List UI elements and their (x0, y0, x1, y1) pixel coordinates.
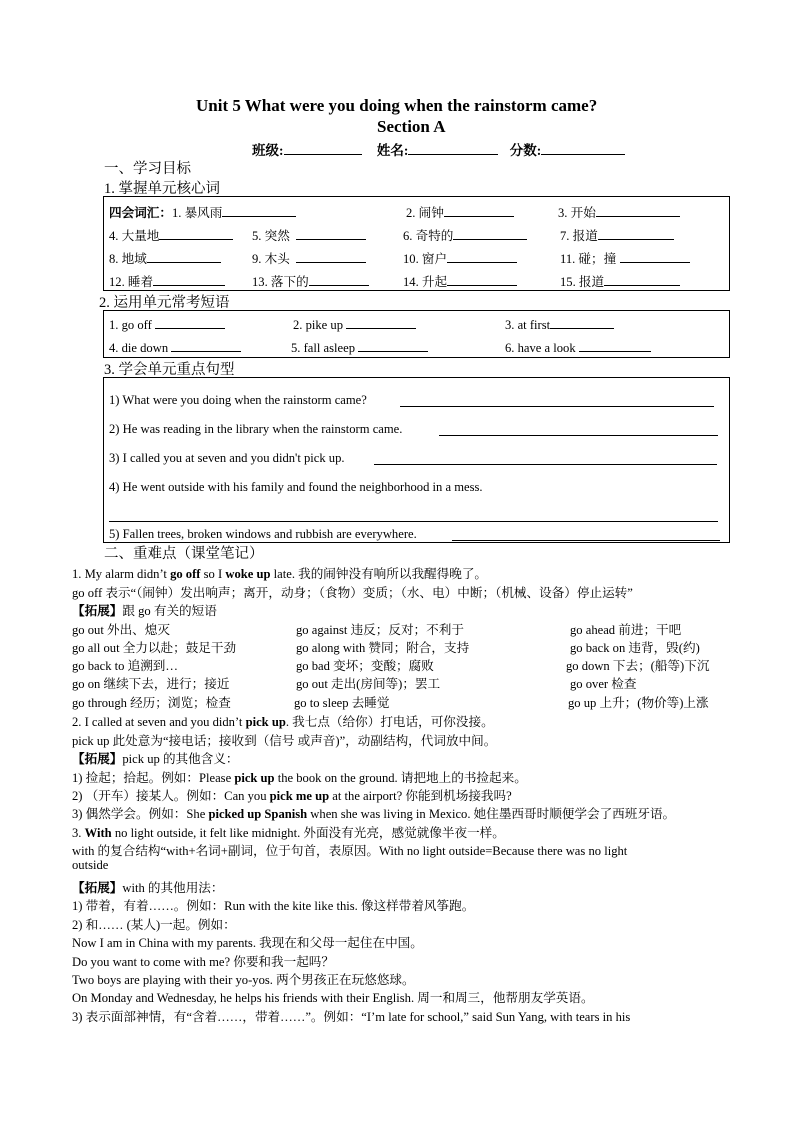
text: late. 我的闹钟没有响所以我醒得晚了。 (270, 567, 488, 581)
text: when she was living in Mexico. 她住墨西哥时顺便学会了西班牙语。 (307, 807, 676, 821)
vocab-text: 8. 地域 (109, 252, 147, 266)
phrase-item (291, 339, 428, 356)
with-example: Now I am in China with my parents. 我现在和父母一起住在中国。 (72, 936, 423, 950)
answer-line[interactable] (109, 521, 718, 522)
vocab-item (560, 271, 680, 290)
sentence-item: 3) I called you at seven and you didn't pick up. (109, 451, 345, 465)
vocab-text: 2. 闹钟 (406, 206, 444, 220)
vocab-text: 13. 落下的 (252, 275, 309, 289)
sentence-item: 5) Fallen trees, broken windows and rubbish are everywhere. (109, 527, 417, 541)
go-phrase: go back to 追溯到… (72, 659, 178, 673)
vocab-text: 12. 睡着 (109, 275, 154, 289)
answer-blank[interactable] (159, 227, 233, 240)
note3-explain-cont: outside (72, 858, 109, 872)
text: with 的其他用法： (122, 881, 224, 895)
with-usage: 3) 表示面部神情，有“含着……，带着……”。例如：“I’m late for school,” said Sun Yang, with tears in his (72, 1010, 631, 1024)
vocab-box (103, 196, 730, 291)
vocab-lead: 四会词汇： (109, 206, 172, 220)
text: 3. (72, 826, 85, 840)
phrase-item (109, 316, 225, 333)
vocab-item (252, 225, 366, 244)
ext3-line (72, 877, 223, 896)
with-example: On Monday and Wednesday, he helps his friends with their English. 周一和周三，他帮朋友学英语。 (72, 991, 594, 1005)
text: 3) 偶然学会。例如：She (72, 807, 209, 821)
pick-usage (72, 785, 512, 804)
keyword: pick up (245, 715, 286, 729)
text: 2) （开车）接某人。例如：Can you (72, 789, 270, 803)
phrase-text: 6. have a look (505, 341, 576, 355)
phrase-text: 4. die down (109, 341, 169, 355)
answer-blank[interactable] (296, 227, 366, 240)
name-label: 姓名: (376, 143, 409, 158)
phrase-text: 5. fall asleep (291, 341, 355, 355)
answer-line[interactable] (374, 464, 717, 465)
with-example: Two boys are playing with their yo-yos. 两个男孩正在玩悠悠球。 (72, 973, 415, 987)
text: pick up 的其他含义： (122, 752, 239, 766)
vocab-item (403, 248, 517, 267)
text: 1) 捡起；拾起。例如：Please (72, 771, 235, 785)
phrase-text: 1. go off (109, 318, 152, 332)
answer-blank[interactable] (444, 204, 514, 217)
go-phrase: go over 检查 (570, 677, 637, 691)
go-phrase: go along with 赞同；附合，支持 (296, 641, 470, 655)
keyword: With (84, 826, 112, 840)
vocab-text: 5. 突然 (252, 229, 290, 243)
answer-blank[interactable] (155, 316, 225, 329)
answer-blank[interactable] (358, 339, 428, 352)
go-phrase: go bad 变坏；变酸；腐败 (296, 659, 434, 673)
extend-tag: 【拓展】 (72, 604, 123, 618)
vocab-item (403, 225, 527, 244)
class-label: 班级: (252, 143, 284, 158)
answer-blank[interactable] (222, 204, 296, 217)
go-phrase: go against 违反；反对；不利于 (296, 623, 464, 637)
sub2-heading: 2. 运用单元常考短语 (99, 295, 230, 311)
answer-blank[interactable] (596, 204, 680, 217)
vocab-item (406, 202, 514, 221)
go-phrase: go on 继续下去，进行；接近 (72, 677, 230, 691)
go-phrase: go ahead 前进；干吧 (570, 623, 682, 637)
vocab-item (252, 271, 369, 290)
keyword: pick up (234, 771, 275, 785)
note3-line (72, 822, 505, 841)
answer-blank[interactable] (604, 273, 680, 286)
go-phrase: go through 经历；浏览；检查 (72, 696, 231, 710)
keyword: picked up Spanish (208, 807, 308, 821)
text: the book on the ground. 请把地上的书捡起来。 (274, 771, 527, 785)
document-title: Unit 5 What were you doing when the rainstorm came? (196, 96, 598, 115)
answer-blank[interactable] (147, 250, 221, 263)
vocab-text: 9. 木头 (252, 252, 290, 266)
vocab-item (252, 248, 366, 267)
score-blank[interactable] (541, 142, 625, 155)
class-blank[interactable] (284, 142, 362, 155)
answer-blank[interactable] (447, 273, 517, 286)
vocab-text: 6. 奇特的 (403, 229, 454, 243)
phrase-item (109, 339, 241, 356)
name-blank[interactable] (408, 142, 498, 155)
with-usage: 2) 和…… (某人)一起。例如： (72, 918, 236, 932)
part1-heading: 一、学习目标 (104, 161, 191, 177)
text: 跟 go 有关的短语 (122, 604, 217, 618)
answer-blank[interactable] (346, 316, 416, 329)
answer-blank[interactable] (153, 273, 225, 286)
answer-blank[interactable] (579, 339, 651, 352)
sentence-item: 4) He went outside with his family and found the neighborhood in a mess. (109, 480, 483, 494)
go-phrase: go to sleep 去睡觉 (294, 696, 390, 710)
vocab-text: 11. 碰；撞 (560, 252, 617, 266)
answer-blank[interactable] (171, 339, 241, 352)
extend-tag: 【拓展】 (72, 881, 123, 895)
with-usage: 1) 带着，有着……。例如：Run with the kite like this. 像这样带着风筝跑。 (72, 899, 475, 913)
vocab-item (109, 202, 296, 221)
ext1-line (72, 600, 217, 619)
phrase-text: 2. pike up (293, 318, 344, 332)
vocab-text: 15. 报道 (560, 275, 605, 289)
pick-usage (72, 803, 675, 822)
note2-explain: pick up 此处意为“接电话；接收到（信号 或声音)”，动副结构，代词放中间。 (72, 734, 497, 748)
answer-blank[interactable] (296, 250, 366, 263)
text: 2. I called at seven and you didn’t (72, 715, 246, 729)
vocab-text: 4. 大量地 (109, 229, 160, 243)
answer-blank[interactable] (453, 227, 527, 240)
phrase-item (505, 316, 614, 333)
part2-heading: 二、重难点（课堂笔记） (104, 546, 264, 562)
go-phrase: go out 外出、熄灭 (72, 623, 170, 637)
keyword: woke up (225, 567, 271, 581)
vocab-item (403, 271, 517, 290)
go-phrase: go down 下去；(船等)下沉 (566, 659, 710, 673)
sentence-box (103, 377, 730, 543)
vocab-item (109, 271, 225, 290)
answer-line[interactable] (452, 540, 720, 541)
answer-blank[interactable] (598, 227, 674, 240)
sentence-item: 1) What were you doing when the rainstorm came? (109, 393, 367, 407)
vocab-item (109, 225, 233, 244)
vocab-text: 1. 暴风雨 (171, 206, 223, 220)
keyword: go off (170, 567, 201, 581)
pick-usage (72, 767, 527, 786)
answer-blank[interactable] (447, 250, 517, 263)
text: no light outside, it felt like midnight. 外面没有光亮，感觉就像半夜一样。 (111, 826, 505, 840)
vocab-item (560, 225, 674, 244)
vocab-text: 14. 升起 (403, 275, 448, 289)
note2-line (72, 711, 494, 730)
go-phrase: go back on 违背，毁(约) (570, 641, 700, 655)
vocab-item (109, 248, 221, 267)
answer-line[interactable] (400, 406, 714, 407)
with-example: Do you want to come with me? 你要和我一起吗？ (72, 955, 334, 969)
phrase-item (505, 339, 651, 356)
vocab-item (560, 248, 690, 267)
go-phrase: go up 上升；(物价等)上涨 (568, 696, 709, 710)
answer-blank[interactable] (550, 316, 614, 329)
text: 1. My alarm didn’t (72, 567, 171, 581)
phrase-item (293, 316, 416, 333)
go-phrase: go all out 全力以赴；鼓足干劲 (72, 641, 237, 655)
text: . 我七点（给你）打电话，可你没接。 (285, 715, 494, 729)
sentence-item: 2) He was reading in the library when the rainstorm came. (109, 422, 403, 436)
vocab-item (558, 202, 680, 221)
note1-line (72, 563, 487, 582)
keyword: pick me up (269, 789, 330, 803)
answer-blank[interactable] (620, 250, 690, 263)
note3-explain: with 的复合结构“with+名词+副词，位于句首，表原因。With no light outside=Because there was no light (72, 844, 628, 858)
ext2-line (72, 748, 239, 767)
section-title: Section A (377, 117, 446, 136)
score-label: 分数: (509, 143, 542, 158)
answer-line[interactable] (439, 435, 718, 436)
answer-blank[interactable] (309, 273, 369, 286)
text: so I (200, 567, 226, 581)
vocab-text: 3. 开始 (558, 206, 596, 220)
vocab-text: 7. 报道 (560, 229, 598, 243)
note1-explain: go off 表示“（闹钟）发出响声；离开，动身；（食物）变质；（水、电）中断；（机械、设备）停止运转” (72, 586, 633, 600)
info-line (252, 139, 625, 159)
go-phrase: go out 走出(房间等)；罢工 (296, 677, 441, 691)
sub3-heading: 3. 学会单元重点句型 (104, 362, 235, 378)
phrase-box (103, 310, 730, 358)
text: at the airport? 你能到机场接我吗? (329, 789, 512, 803)
phrase-text: 3. at first (505, 318, 551, 332)
extend-tag: 【拓展】 (72, 752, 123, 766)
sub1-heading: 1. 掌握单元核心词 (104, 181, 220, 197)
vocab-text: 10. 窗户 (403, 252, 448, 266)
